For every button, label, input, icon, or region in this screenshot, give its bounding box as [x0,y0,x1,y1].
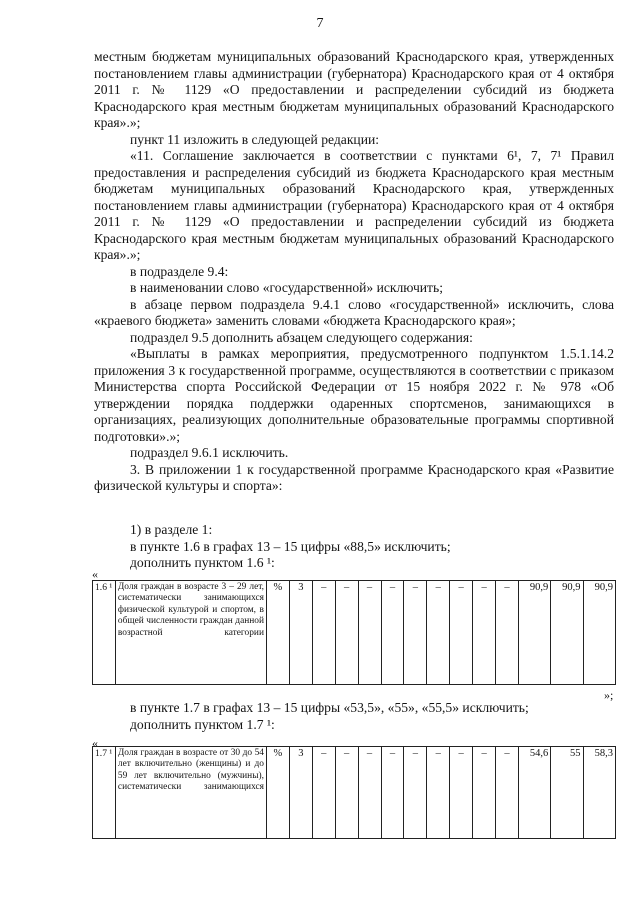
table2-dash: – [404,747,427,839]
table1-num: 1.6 ¹ [93,581,116,685]
paragraph-0: местным бюджетам муниципальных образований Краснодарского края, утвержденных постановлением главы администрации (губернатора) Краснодарского края от 4 октября 2011 г. № 1129 «О предоставлении и распределении субсидий из бюджета Краснодарского края местным бюджетам муниципальных образований Краснодарского края».»; [94,49,614,130]
table1-dash: – [450,581,473,685]
table1-dash: – [427,581,450,685]
table1-dash: – [381,581,404,685]
paragraph-9: 3. В приложении 1 к государственной программе Краснодарского края «Развитие физической культуры и спорта»: [94,461,614,493]
table1-close-quote: »; [604,688,614,702]
paragraph-4: в наименовании слово «государственной» исключить; [130,280,443,295]
section2-block [94,700,614,733]
section2-item-2: дополнить пунктом 1.7 ¹: [130,716,275,732]
table2-v13: 54,6 [518,747,550,839]
body-text [94,49,614,495]
section1-item-3: дополнить пунктом 1.6 ¹: [130,555,275,570]
table1-dash: – [404,581,427,685]
table1-v15: 90,9 [583,581,616,685]
table1-row [93,581,616,685]
table2-dash: – [496,747,519,839]
page-number: 7 [316,16,324,31]
table1-dash: – [358,581,381,685]
table2-v14: 55 [551,747,583,839]
paragraph-3: в подразделе 9.4: [130,263,229,279]
table1-dash: – [312,581,335,685]
table2-dash: – [427,747,450,839]
section2-item-1: в пункте 1.7 в графах 13 – 15 цифры «53,5», «55», «55,5» исключить; [130,700,529,715]
section1-item-2: в пункте 1.6 в графах 13 – 15 цифры «88,5» исключить; [130,538,451,554]
table1-col3: 3 [289,581,312,685]
section1-item-1: 1) в разделе 1: [130,522,213,537]
table2-dash: – [473,747,496,839]
paragraph-6: подраздел 9.5 дополнить абзацем следующего содержания: [130,329,473,345]
paragraph-5: в абзаце первом подраздела 9.4.1 слово «государственной» исключить, слова «краевого бюджета» заменить словами «бюджета Краснодарского края»; [94,296,614,328]
paragraph-2: «11. Соглашение заключается в соответствии с пунктами 6¹, 7, 7¹ Правил предоставления и распределения субсидий из бюджета Краснодарского края местным бюджетам муниципальных образований Краснодарского края, утвержденных постановлением главы администрации (губернатора) Краснодарского края от 4 октября 2011 г. № 1129 «О предоставлении и распределении субсидий из бюджета Краснодарского края местным бюджетам муниципальных образований Краснодарского края».»; [94,148,614,262]
table-1 [92,580,616,685]
table1-unit: % [266,581,289,685]
table1-dash: – [496,581,519,685]
table1-dash: – [335,581,358,685]
section1-block [94,522,614,572]
table1-v13: 90,9 [518,581,550,685]
table1-v14: 90,9 [551,581,583,685]
table2-open-quote: « [92,736,98,750]
table2-v15: 58,3 [583,747,616,839]
paragraph-8: подраздел 9.6.1 исключить. [130,445,289,460]
table2-num: 1.7 ¹ [93,747,116,839]
table2-col3: 3 [289,747,312,839]
table2-dash: – [381,747,404,839]
table1-desc: Доля граждан в возрасте 3 – 29 лет, систематически занимающихся физической культурой и спортом, в общей численности граждан данной возрастной категории [115,581,266,685]
table2-desc: Доля граждан в возрасте от 30 до 54 лет включительно (женщины) и до 59 лет включительно (мужчины), систематически занимающихся [115,747,266,839]
table2-dash: – [358,747,381,839]
table-2 [92,746,616,839]
paragraph-7: «Выплаты в рамках мероприятия, предусмотренного подпунктом 1.5.1.14.2 приложения 3 к государственной программе, осуществляются в соответствии с приказом Министерства спорта Российской Федерации от 15 ноября 2022 г. № 978 «Об утверждении порядка поддержки одаренных спортсменов, занимающихся в организациях, реализующих дополнительные образовательные программы спортивной подготовки».»; [94,346,614,444]
table2-row [93,747,616,839]
paragraph-1: пункт 11 изложить в следующей редакции: [130,131,380,147]
table2-dash: – [450,747,473,839]
table1-open-quote: « [92,567,98,581]
table2-dash: – [312,747,335,839]
table1-dash: – [473,581,496,685]
table2-dash: – [335,747,358,839]
table2-unit: % [266,747,289,839]
